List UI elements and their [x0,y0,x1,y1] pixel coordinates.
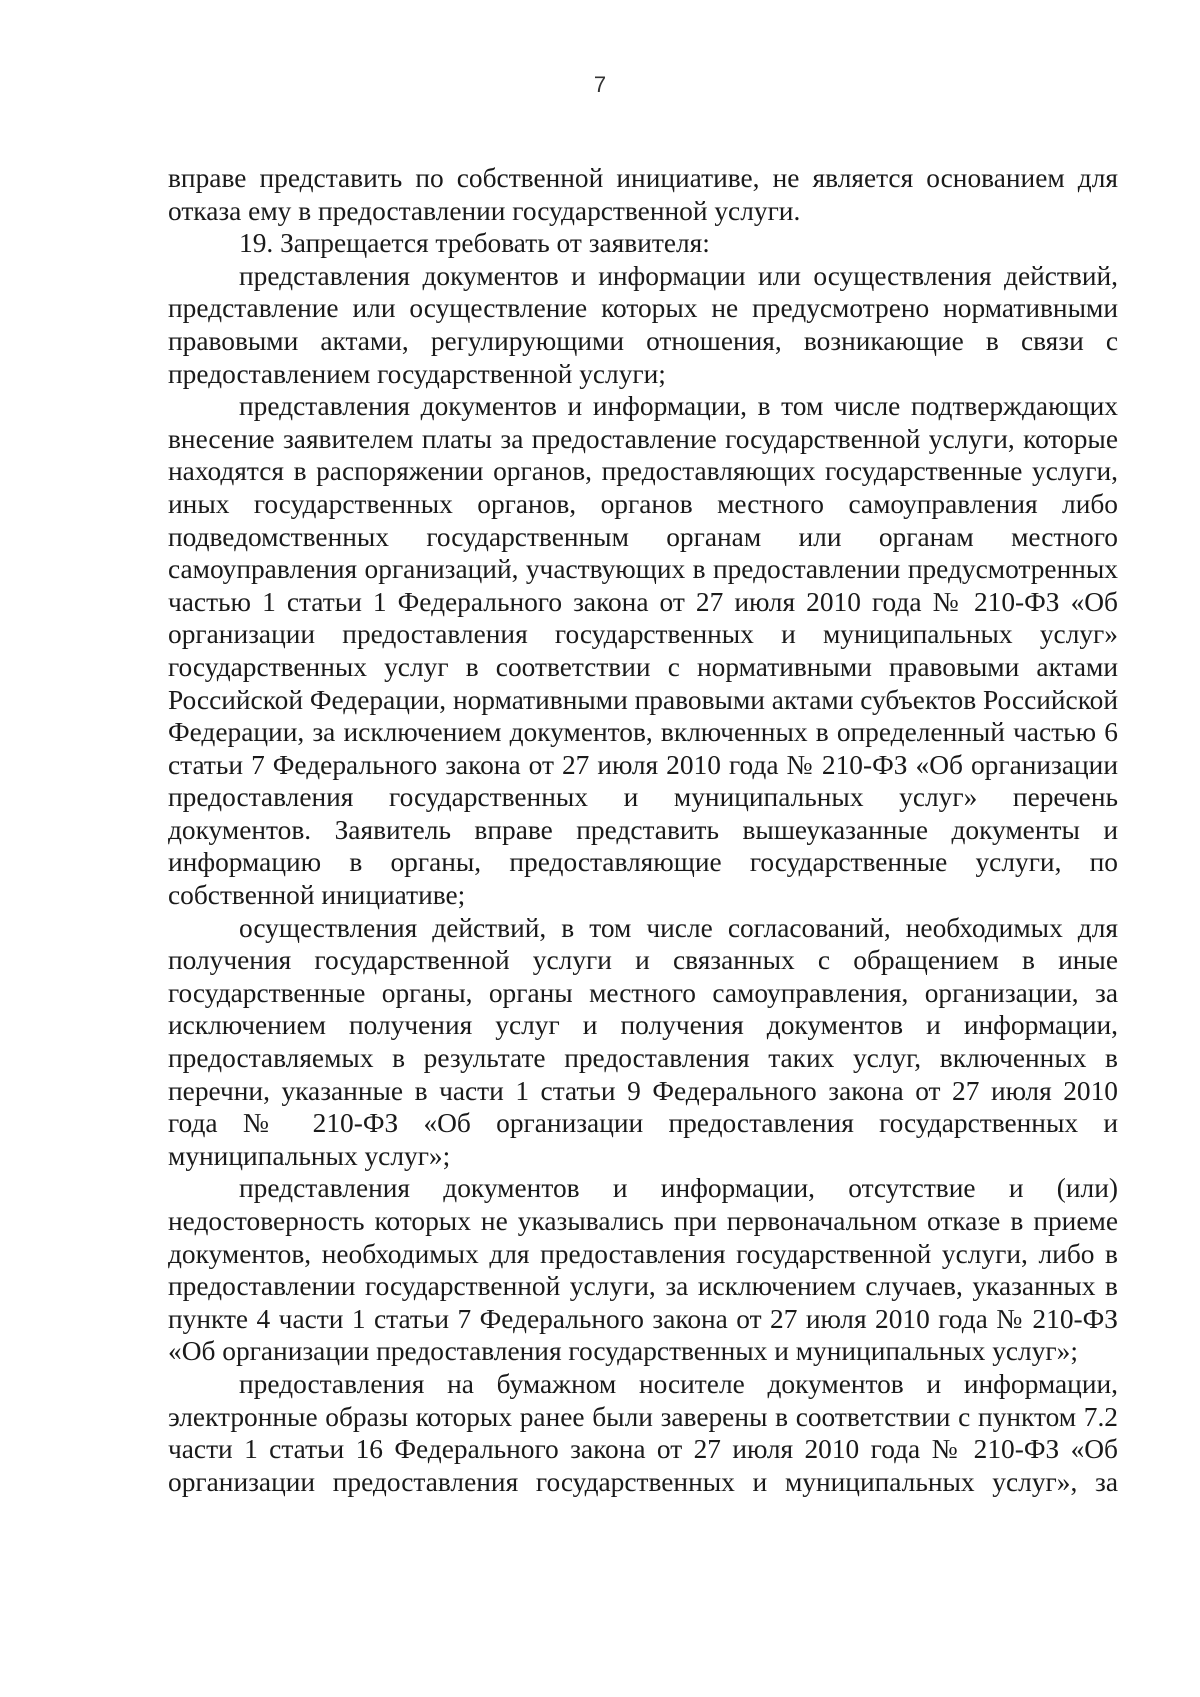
paragraph-5: осуществления действий, в том числе согласований, необходимых для получения государственной услуги и связанных с обращением в иные государственные органы, органы местного самоуправления, организации, за исключением получения услуг и получения документов и информации, предоставляемых в результате предоставления таких услуг, включенных в перечни, указанные в части 1 статьи 9 Федерального закона от 27 июля 2010 года № 210-ФЗ «Об организации предоставления государственных и муниципальных услуг»; [168,912,1118,1171]
paragraph-1: вправе представить по собственной инициативе, не является основанием для отказа ему в предоставлении государственной услуги. [168,163,1118,226]
paragraph-4: представления документов и информации, в том числе подтверждающих внесение заявителем платы за предоставление государственной услуги, которые находятся в распоряжении органов, предоставляющих государственные услуги, иных государственных органов, органов местного самоуправления либо подведомственных государственным органам или органам местного самоуправления организаций, участвующих в предоставлении предусмотренных частью 1 статьи 1 Федерального закона от 27 июля 2010 года № 210-ФЗ «Об организации предоставления государственных и муниципальных услуг» государственных услуг в соответствии с нормативными правовыми актами Российской Федерации, нормативными правовыми актами субъектов Российской Федерации, за исключением документов, включенных в определенный частью 6 статьи 7 Федерального закона от 27 июля 2010 года № 210-ФЗ «Об организации предоставления государственных и муниципальных услуг» перечень документов. Заявитель вправе представить вышеуказанные документы и информацию в органы, предоставляющие государственные услуги, по собственной инициативе; [168,391,1118,911]
paragraph-2: 19. Запрещается требовать от заявителя: [239,228,710,259]
document-body [168,162,1118,1498]
paragraph-7: предоставления на бумажном носителе документов и информации, электронные образы которых ранее были заверены в соответствии с пунктом 7.2 части 1 статьи 16 Федерального закона от 27 июля 2010 года № 210-ФЗ «Об организации предоставления государственных и муниципальных услуг», за [168,1368,1118,1497]
paragraph-3: представления документов и информации или осуществления действий, представление или осуществление которых не предусмотрено нормативными правовыми актами, регулирующими отношения, возникающие в связи с предоставлением государственной услуги; [168,260,1118,389]
page-number: 7 [593,72,607,97]
paragraph-6: представления документов и информации, отсутствие и (или) недостоверность которых не указывались при первоначальном отказе в приеме документов, необходимых для предоставления государственной услуги, либо в предоставлении государственной услуги, за исключением случаев, указанных в пункте 4 части 1 статьи 7 Федерального закона от 27 июля 2010 года № 210-ФЗ «Об организации предоставления государственных и муниципальных услуг»; [168,1173,1118,1367]
